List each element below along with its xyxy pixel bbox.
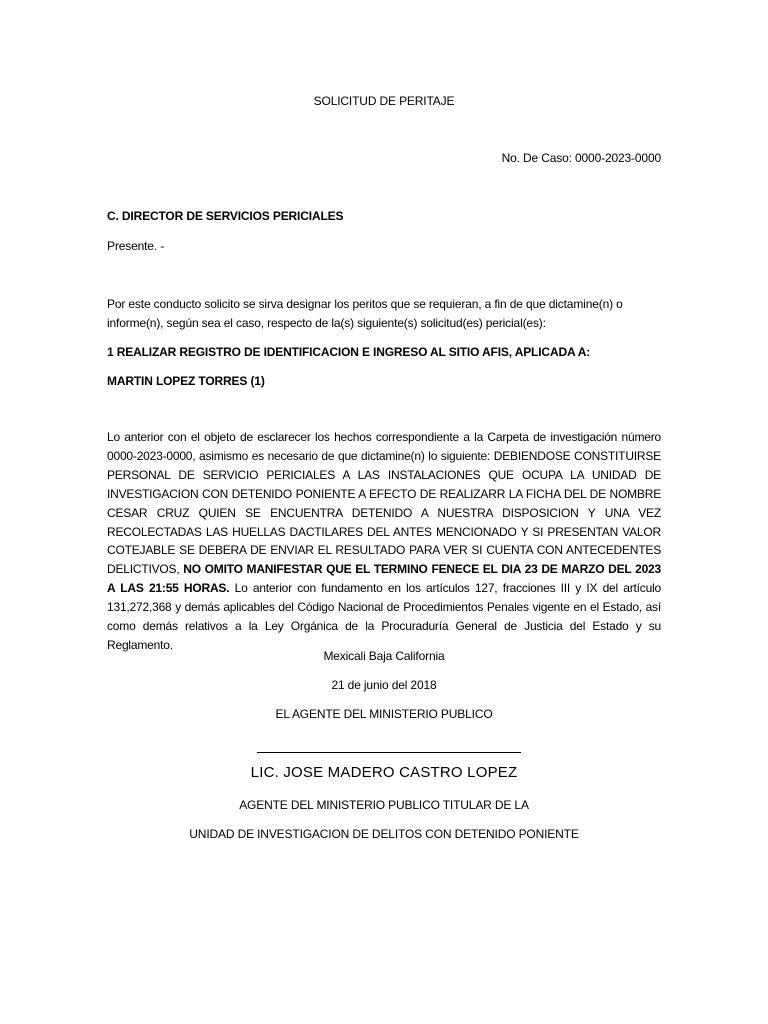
recipient: C. DIRECTOR DE SERVICIOS PERICIALES [107, 209, 344, 223]
request-item: 1 REALIZAR REGISTRO DE IDENTIFICACION E INGRESO AL SITIO AFIS, APLICADA A: [107, 345, 591, 359]
signatory-name: LIC. JOSE MADERO CASTRO LOPEZ [250, 764, 518, 781]
presente-greeting: Presente. - [107, 239, 165, 253]
signature-line [257, 752, 521, 753]
body-text-part-1: Lo anterior con el objeto de esclarecer los hechos correspondiente a la Carpeta de investigación número 0000-2023-0000, asimismo es necesario de que dictamine(n) lo siguiente: DEBIENDOSE CONSTITUIRSE PERSONAL DE SERVICIO PERICIALES A LAS INSTALACIONES QUE OCUPA LA UNIDAD DE INVESTIGACION CON DETENIDO PONIENTE A EFECTO DE REALIZARR LA FICHA DEL DE NOMBRE CESAR CRUZ QUIEN SE ENCUENTRA DETENIDO A NUESTRA DISPOSICION Y UNA VEZ RECOLECTADAS LAS HUELLAS DACTILARES DEL ANTES MENCIONADO Y SI PRESENTAN VALOR COTEJABLE SE DEBERA DE ENVIAR EL RESULTADO PARA VER SI CUENTA CON ANTECEDENTES DELICTIVOS, [107, 430, 661, 577]
place: Mexicali Baja California [323, 649, 445, 663]
intro-line-1: Por este conducto solicito se sirva designar los peritos que se requieran, a fin de que dictamine(n) o [107, 297, 623, 311]
agent-title: EL AGENTE DEL MINISTERIO PUBLICO [275, 707, 493, 721]
body-text-part-2: Lo anterior con fundamento en los artículos 127, fracciones III y IX del artículo 131,272,368 y demás aplicables del Código Nacional de Procedimientos Penales vigente en el Estado, así como demás relativos a la Ley Orgánica de la Procuraduría General de Justicia del Estado y su Reglamento. [107, 581, 661, 652]
signatory-position-2: UNIDAD DE INVESTIGACION DE DELITOS CON DETENIDO PONIENTE [189, 827, 579, 841]
document-title: SOLICITUD DE PERITAJE [313, 94, 455, 108]
intro-line-2: informe(n), según sea el caso, respecto de la(s) siguiente(s) solicitud(es) pericial(es): [107, 316, 546, 330]
subject-name: MARTIN LOPEZ TORRES (1) [107, 374, 265, 388]
body-paragraph [107, 428, 661, 655]
signatory-position-1: AGENTE DEL MINISTERIO PUBLICO TITULAR DE LA [239, 798, 529, 812]
date: 21 de junio del 2018 [331, 678, 437, 692]
case-number: No. De Caso: 0000-2023-0000 [501, 151, 661, 165]
deadline-notice: NO OMITO MANIFESTAR QUE EL TERMINO FENECE EL DIA 23 DE MARZO DEL 2023 A LAS 21:55 HORAS. [107, 562, 661, 596]
